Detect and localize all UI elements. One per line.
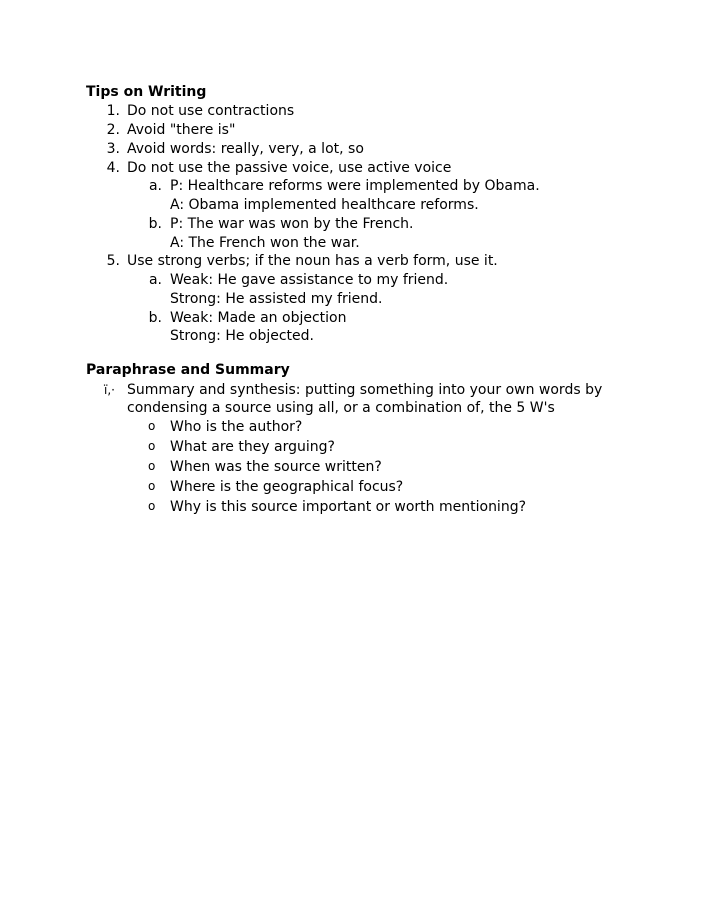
sublist-item-text: A: The French won the war. — [170, 235, 360, 251]
sublist-item-text: Weak: He gave assistance to my friend. — [170, 272, 449, 288]
sublist-item-text: Strong: He assisted my friend. — [170, 291, 383, 307]
list-item-text: Avoid words: really, very, a lot, so — [127, 141, 364, 157]
bullet-text: condensing a source using all, or a combination of, the 5 W's — [127, 400, 555, 416]
question-item: When was the source written? — [170, 459, 382, 475]
question-item: What are they arguing? — [170, 439, 335, 455]
section-heading-paraphrase: Paraphrase and Summary — [86, 362, 290, 378]
bullet-text: Summary and synthesis: putting something into your own words by — [127, 382, 603, 398]
sublist-marker: a. — [148, 272, 162, 288]
list-item-text: Do not use contractions — [127, 103, 295, 119]
list-marker: 2. — [106, 122, 120, 138]
sub-bullet-marker: o — [148, 499, 156, 513]
question-item: Why is this source important or worth mentioning? — [170, 499, 527, 515]
sublist-item-text: P: Healthcare reforms were implemented by Obama. — [170, 178, 540, 194]
list-item-text: Do not use the passive voice, use active voice — [127, 160, 452, 176]
list-item-text: Avoid "there is" — [127, 122, 236, 138]
list-item-text: Use strong verbs; if the noun has a verb form, use it. — [127, 253, 498, 269]
list-marker: 5. — [106, 253, 120, 269]
sublist-item-text: P: The war was won by the French. — [170, 216, 414, 232]
list-marker: 3. — [106, 141, 120, 157]
question-item: Who is the author? — [170, 419, 303, 435]
sub-bullet-marker: o — [148, 479, 156, 493]
section-heading-tips: Tips on Writing — [86, 84, 207, 100]
sub-bullet-marker: o — [148, 459, 156, 473]
list-marker: 4. — [106, 160, 120, 176]
sublist-item-text: Weak: Made an objection — [170, 310, 347, 326]
bullet-marker: ï,· — [104, 383, 115, 397]
sublist-marker: b. — [148, 216, 162, 232]
sublist-marker: a. — [148, 178, 162, 194]
sub-bullet-marker: o — [148, 419, 156, 433]
sublist-item-text: Strong: He objected. — [170, 328, 314, 344]
sublist-item-text: A: Obama implemented healthcare reforms. — [170, 197, 479, 213]
list-marker: 1. — [106, 103, 120, 119]
question-item: Where is the geographical focus? — [170, 479, 404, 495]
sublist-marker: b. — [148, 310, 162, 326]
sub-bullet-marker: o — [148, 439, 156, 453]
